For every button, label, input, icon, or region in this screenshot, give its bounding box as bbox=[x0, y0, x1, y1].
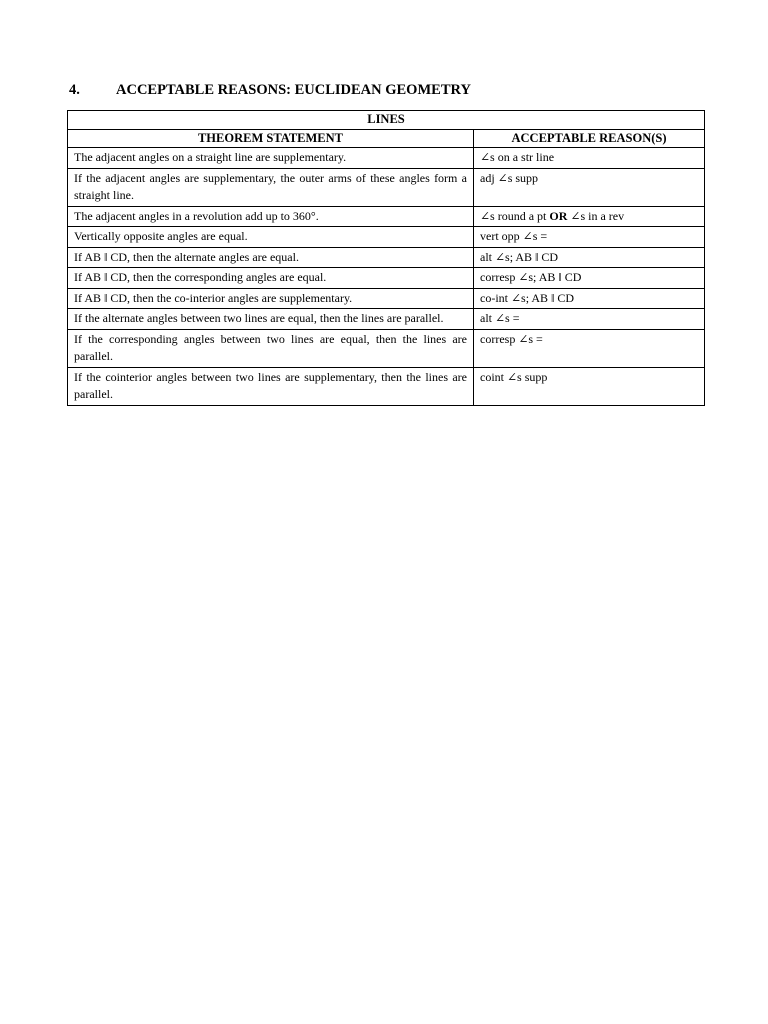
table-row bbox=[68, 206, 705, 227]
table-row bbox=[68, 227, 705, 248]
theorem-statement: If AB ǁ CD, then the co-interior angles are supplementary. bbox=[68, 288, 474, 309]
header-acceptable-reasons: ACCEPTABLE REASON(S) bbox=[474, 129, 705, 148]
acceptable-reason: coint ∠s supp bbox=[474, 367, 705, 405]
theorem-statement: The adjacent angles in a revolution add up to 360°. bbox=[68, 206, 474, 227]
table-row bbox=[68, 309, 705, 330]
reasons-table bbox=[67, 110, 705, 406]
reason-or-keyword: OR bbox=[549, 208, 568, 223]
acceptable-reason: corresp ∠s; AB ǁ CD bbox=[474, 268, 705, 289]
acceptable-reason: adj ∠s supp bbox=[474, 168, 705, 206]
table-row bbox=[68, 247, 705, 268]
table-row bbox=[68, 329, 705, 367]
header-theorem-statement: THEOREM STATEMENT bbox=[68, 129, 474, 148]
acceptable-reason: alt ∠s = bbox=[474, 309, 705, 330]
group-title: LINES bbox=[68, 111, 705, 130]
table-row bbox=[68, 148, 705, 169]
group-title-row bbox=[68, 111, 705, 130]
acceptable-reason: corresp ∠s = bbox=[474, 329, 705, 367]
acceptable-reason: vert opp ∠s = bbox=[474, 227, 705, 248]
table-row bbox=[68, 288, 705, 309]
table-row bbox=[68, 168, 705, 206]
header-row bbox=[68, 129, 705, 148]
theorem-statement: If the cointerior angles between two lines are supplementary, then the lines are parallel. bbox=[68, 367, 474, 405]
acceptable-reason: co-int ∠s; AB ǁ CD bbox=[474, 288, 705, 309]
theorem-statement: If AB ǁ CD, then the alternate angles are equal. bbox=[68, 247, 474, 268]
theorem-statement: If the adjacent angles are supplementary, the outer arms of these angles form a straight line. bbox=[68, 168, 474, 206]
section-number: 4. bbox=[69, 82, 80, 98]
table-row bbox=[68, 367, 705, 405]
table-row bbox=[68, 268, 705, 289]
acceptable-reason: alt ∠s; AB ǁ CD bbox=[474, 247, 705, 268]
reason-part: ∠s in a rev bbox=[567, 208, 625, 223]
acceptable-reason bbox=[474, 206, 705, 227]
section-title: ACCEPTABLE REASONS: EUCLIDEAN GEOMETRY bbox=[116, 82, 471, 98]
theorem-statement: If the alternate angles between two lines are equal, then the lines are parallel. bbox=[68, 309, 474, 330]
theorem-statement: If the corresponding angles between two lines are equal, then the lines are parallel. bbox=[68, 329, 474, 367]
theorem-statement: Vertically opposite angles are equal. bbox=[68, 227, 474, 248]
acceptable-reason: ∠s on a str line bbox=[474, 148, 705, 169]
section-heading bbox=[69, 82, 471, 99]
theorem-statement: The adjacent angles on a straight line are supplementary. bbox=[68, 148, 474, 169]
theorem-statement: If AB ǁ CD, then the corresponding angles are equal. bbox=[68, 268, 474, 289]
reason-part: ∠s round a pt bbox=[480, 208, 550, 223]
